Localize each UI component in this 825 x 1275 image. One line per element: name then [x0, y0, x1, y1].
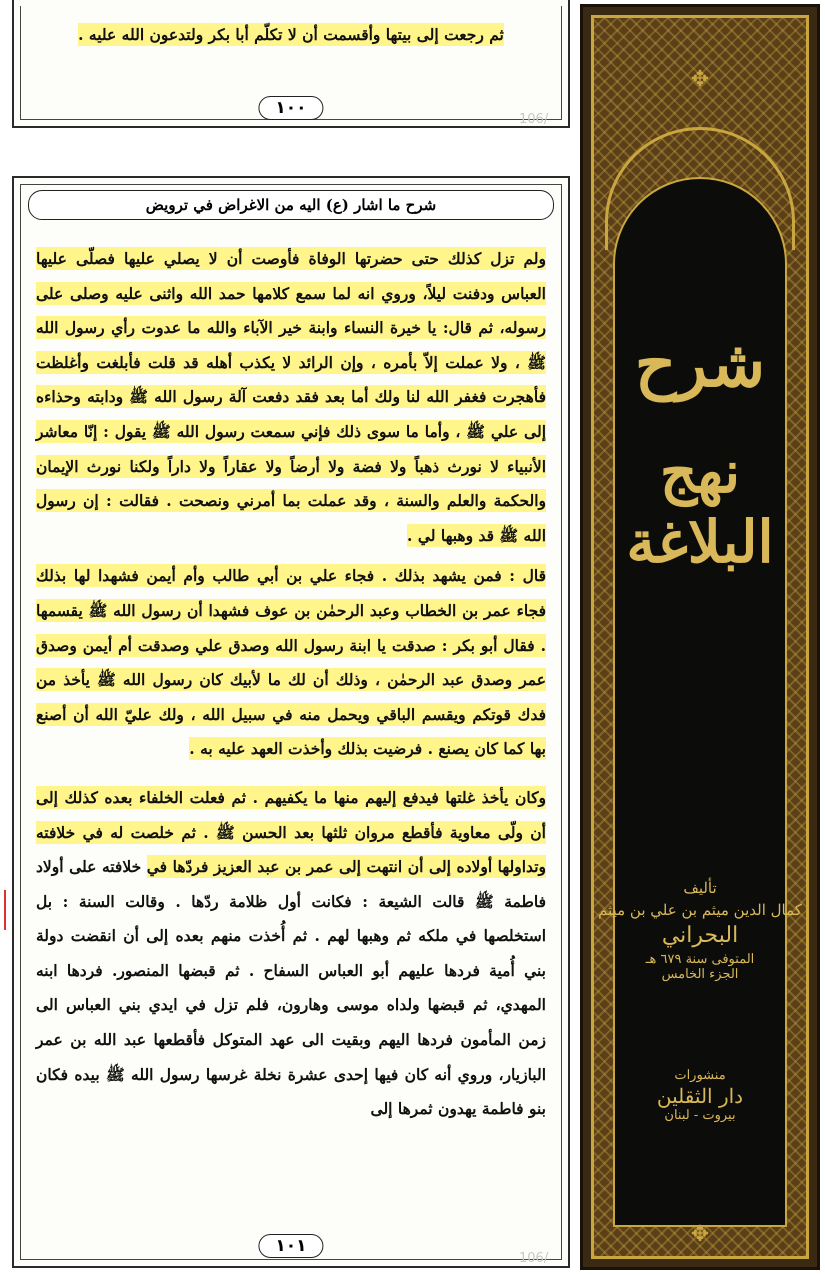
running-header [28, 190, 554, 220]
paragraph-3-text: وكان يأخذ غلتها فيدفع إليهم منها ما يكفيهم . ثم فعلت الخلفاء بعده كذلك إلى أن ولّى معاوية فأقطع مروان ثلثها بعد الحسن ﷺ . ثم خلصت له في خلافته وتداولها أولاده إلى أن انتهت إلى عمر بن عبد العزيز فردّها في [36, 787, 546, 877]
cover-publisher-name: دار الثقلين [656, 1084, 744, 1108]
top-page-text [76, 18, 506, 53]
cover-title-line1: شرح [634, 327, 766, 402]
margin-mark [4, 890, 6, 930]
bottom-page [12, 176, 570, 1268]
cover-author-label: تأليف [683, 879, 717, 897]
highlighted-line: ثم رجعت إلى بيتها وأقسمت أن لا تكلّم أبا بكر ولتدعون الله عليه . [78, 25, 504, 44]
paragraph-2-text: قال : فمن يشهد بذلك . فجاء علي بن أبي طالب وأم أيمن فشهدا لها بذلك فجاء عمر بن الخطاب وعبد الرحمٰن بن عوف فشهدا أن رسول الله ﷺ يقسمها . فقال أبو بكر : صدقت يا ابنة رسول الله وصدق علي وصدقت أم أيمن وصدق عمر وصدق عبد الرحمٰن ، وذلك أن لك ما لأبيك كان رسول الله ﷺ يأخذ من فدك قوتكم ويقسم الباقي ويحمل منه في سبيل الله ، ولك عليّ الله أن أصنع بها كما كان يصنع . فرضيت بذلك وأخذت العهد عليه به . [36, 566, 546, 759]
paragraph-3-continuation: خلافته على أولاد فاطمة ﷺ قالت الشيعة : فكانت أول ظلامة ردّها . وقالت السنة : بل استخلصها في ملكه ثم وهبها لهم . ثم أُخذت منهم بعده إلى أن انقضت دولة بني أُمية فردها عليهم أبو العباس السفاح . ثم قبضها المنصور. فردها ابنه المهدي، ثم قبضها ولداه موسى وهارون، فلم تزل في ايدي بني العباس الى زمن المأمون فردها اليهم وبقيت الى عهد المتوكل فأقطعها عبد الله بن عمر البازيار، وروي أنه كان فيها إحدى عشرة نخلة غرسها رسول الله ﷺ بيده فكان بنو فاطمة يهدون ثمرها إلى [36, 857, 546, 1119]
cover-author-block [583, 877, 817, 969]
cover-volume: الجزء الخامس [661, 967, 739, 982]
paragraph-2 [36, 559, 546, 767]
faint-page-marker: 106/ [519, 112, 549, 127]
top-page-fragment [12, 0, 570, 128]
cover-title-line2: نهج البلاغة [626, 438, 774, 576]
cover-author-date: المتوفى سنة ٦٧٩ هـ [645, 952, 755, 967]
cover-publisher-label: منشورات [674, 1068, 726, 1083]
page-number: ١٠١ [258, 1234, 323, 1258]
body-text [36, 242, 546, 1214]
cover-author-nisba: البحراني [661, 923, 739, 948]
book-cover [580, 4, 820, 1270]
faint-page-marker: 106/ [519, 1251, 549, 1266]
paragraph-1-text: ولم تزل كذلك حتى حضرتها الوفاة فأوصت أن لا يصلي عليها فصلّى عليها العباس ودفنت ليلاً، وروي انه لما سمع كلامها حمد الله واثنى عليه وصلى على رسوله، ثم قال: يا خيرة النساء وابنة خير الآباء والله ما عدوت رأي رسول الله ﷺ ، ولا عملت إلاّ بأمره ، وإن الرائد لا يكذب أهله قد قلت فأبلغت وأغلظت فأهجرت فغفر الله لنا ولك أما بعد فقد دفعت آلة رسول الله ﷺ ودابته وحذاءه إلى علي ﷺ ، وأما ما سوى ذلك فإني سمعت رسول الله ﷺ يقول : إنّا معاشر الأنبياء لا نورث ذهباً ولا فضة ولا أرضاً ولا عقاراً ولا داراً ولكنا نورث الإيمان والحكمة والعلم والسنة ، وقد عملت بما أمرني ونصحت . فقالت : إن رسول الله ﷺ قد وهبها لي . [36, 249, 546, 545]
cover-publisher-city: بيروت - لبنان [664, 1108, 736, 1123]
page-number: ١٠٠ [258, 96, 323, 120]
cover-ornament-icon: ✥ [690, 1222, 710, 1247]
cover-ornament-icon: ✥ [690, 67, 710, 92]
paragraph-3 [36, 781, 546, 1127]
running-header-text: شرح ما اشار (ع) اليه من الاغراض في ترويض [145, 196, 437, 214]
cover-author-name: كمال الدين ميثم بن علي بن ميثم [598, 901, 802, 919]
cover-publisher-block [583, 1067, 817, 1125]
paragraph-1 [36, 242, 546, 553]
